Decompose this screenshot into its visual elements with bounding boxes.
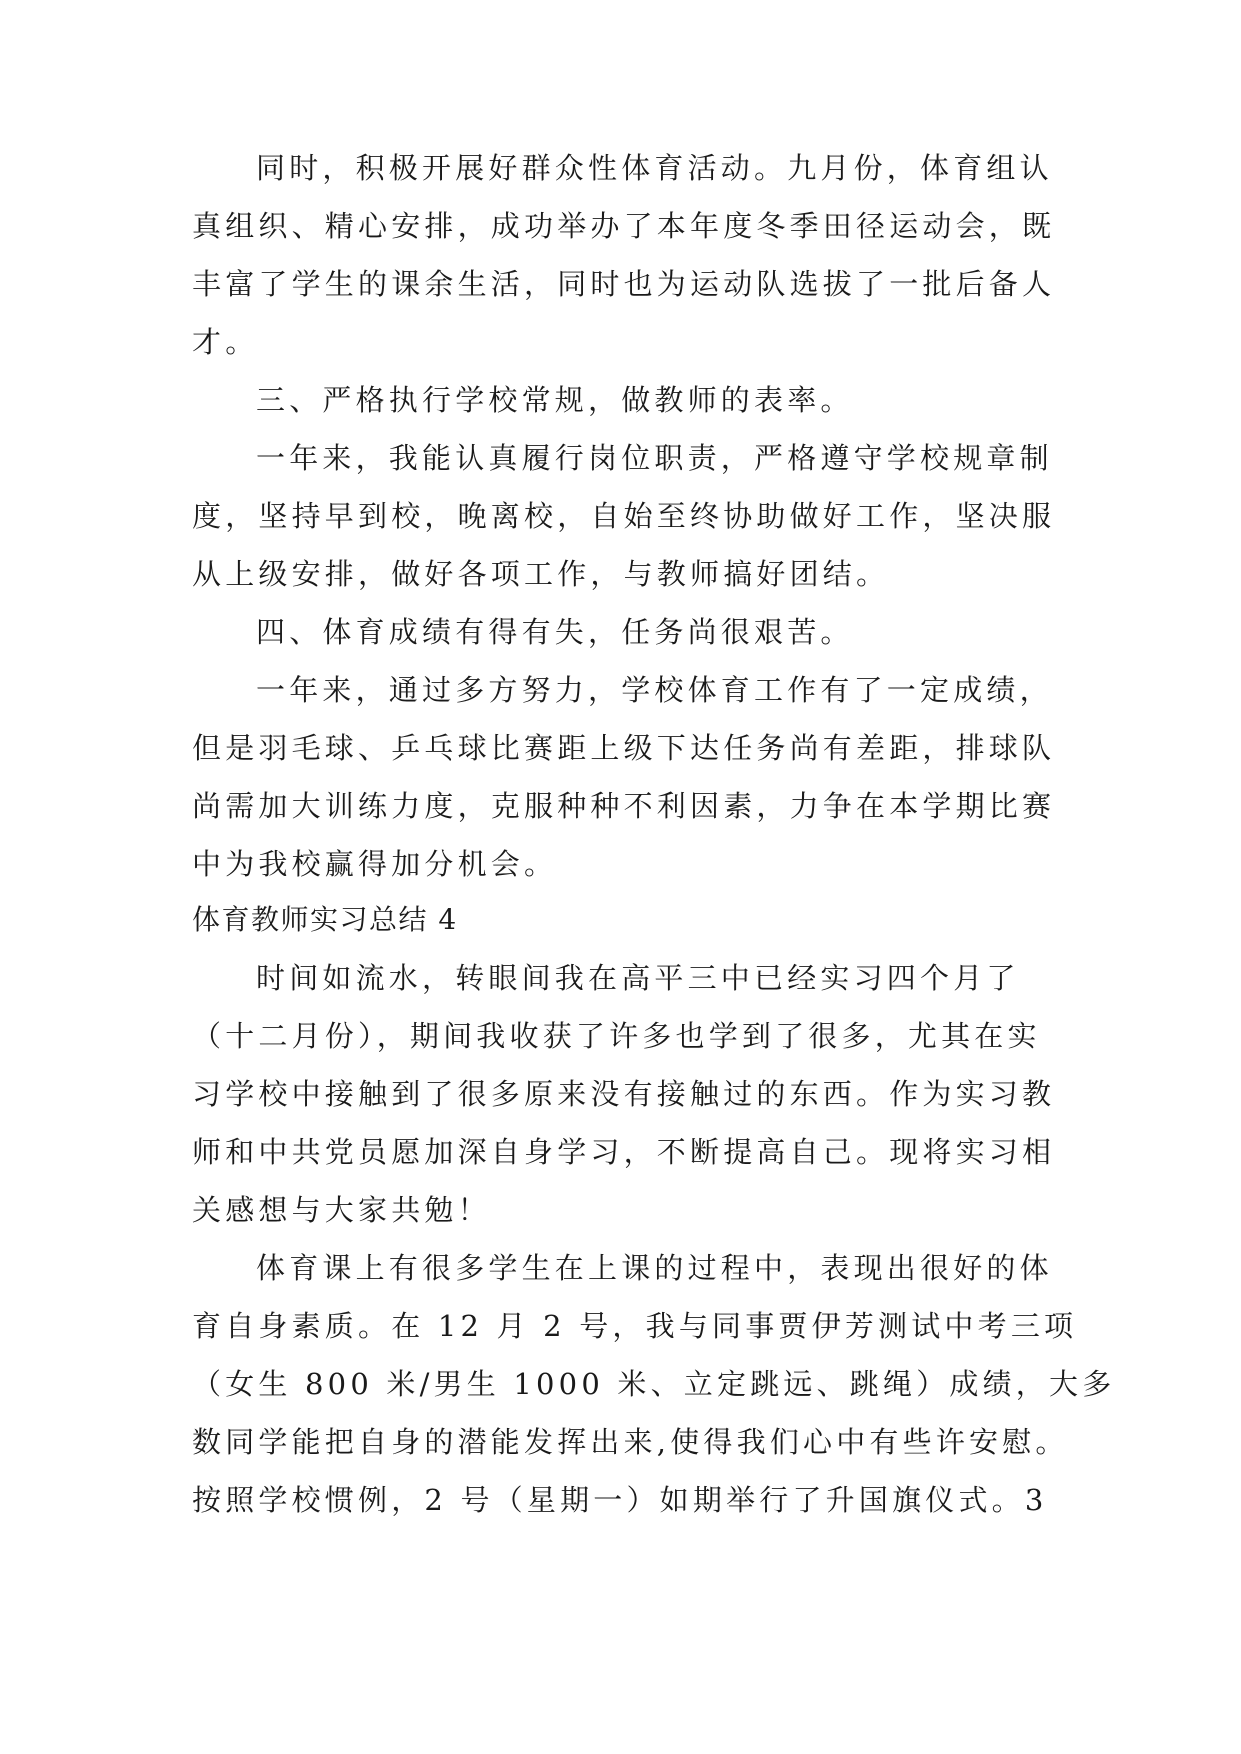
paragraph-line: 度，坚持早到校，晚离校，自始至终协助做好工作，坚决服 — [192, 499, 1056, 533]
paragraph-line: 育自身素质。在 12 月 2 号，我与同事贾伊芳测试中考三项 — [192, 1309, 1078, 1343]
paragraph-line: 才。 — [192, 325, 259, 359]
paragraph-line: （女生 800 米/男生 1000 米、立定跳远、跳绳）成绩，大多 — [192, 1367, 1116, 1401]
paragraph-line: 中为我校赢得加分机会。 — [192, 847, 558, 881]
paragraph-line: 按照学校惯例，2 号（星期一）如期举行了升国旗仪式。3 — [192, 1483, 1048, 1517]
paragraph-line: 从上级安排，做好各项工作，与教师搞好团结。 — [192, 557, 890, 591]
paragraph-line: 数同学能把自身的潜能发挥出来,使得我们心中有些许安慰。 — [192, 1425, 1069, 1459]
paragraph-line: （十二月份），期间我收获了许多也学到了很多，尤其在实 — [192, 1019, 1041, 1053]
paragraph-line: 关感想与大家共勉！ — [192, 1193, 491, 1227]
paragraph-line: 师和中共党员愿加深自身学习，不断提高自己。现将实习相 — [192, 1135, 1056, 1169]
document-title: 体育教师实习总结 4 — [192, 903, 458, 936]
paragraph-line: 真组织、精心安排，成功举办了本年度冬季田径运动会，既 — [192, 209, 1056, 243]
section-heading: 三、严格执行学校常规，做教师的表率。 — [256, 383, 854, 417]
paragraph-line: 一年来，通过多方努力，学校体育工作有了一定成绩， — [256, 673, 1053, 707]
paragraph-line: 但是羽毛球、乒乓球比赛距上级下达任务尚有差距，排球队 — [192, 731, 1056, 765]
section-heading: 四、体育成绩有得有失，任务尚很艰苦。 — [256, 615, 854, 649]
paragraph-line: 一年来，我能认真履行岗位职责，严格遵守学校规章制 — [256, 441, 1053, 475]
paragraph-line: 习学校中接触到了很多原来没有接触过的东西。作为实习教 — [192, 1077, 1056, 1111]
paragraph-line: 时间如流水，转眼间我在高平三中已经实习四个月了 — [256, 961, 1020, 995]
paragraph-line: 尚需加大训练力度，克服种种不利因素，力争在本学期比赛 — [192, 789, 1056, 823]
paragraph-line: 丰富了学生的课余生活，同时也为运动队选拔了一批后备人 — [192, 267, 1056, 301]
paragraph-line: 同时，积极开展好群众性体育活动。九月份，体育组认 — [256, 151, 1053, 185]
paragraph-line: 体育课上有很多学生在上课的过程中，表现出很好的体 — [256, 1251, 1053, 1285]
